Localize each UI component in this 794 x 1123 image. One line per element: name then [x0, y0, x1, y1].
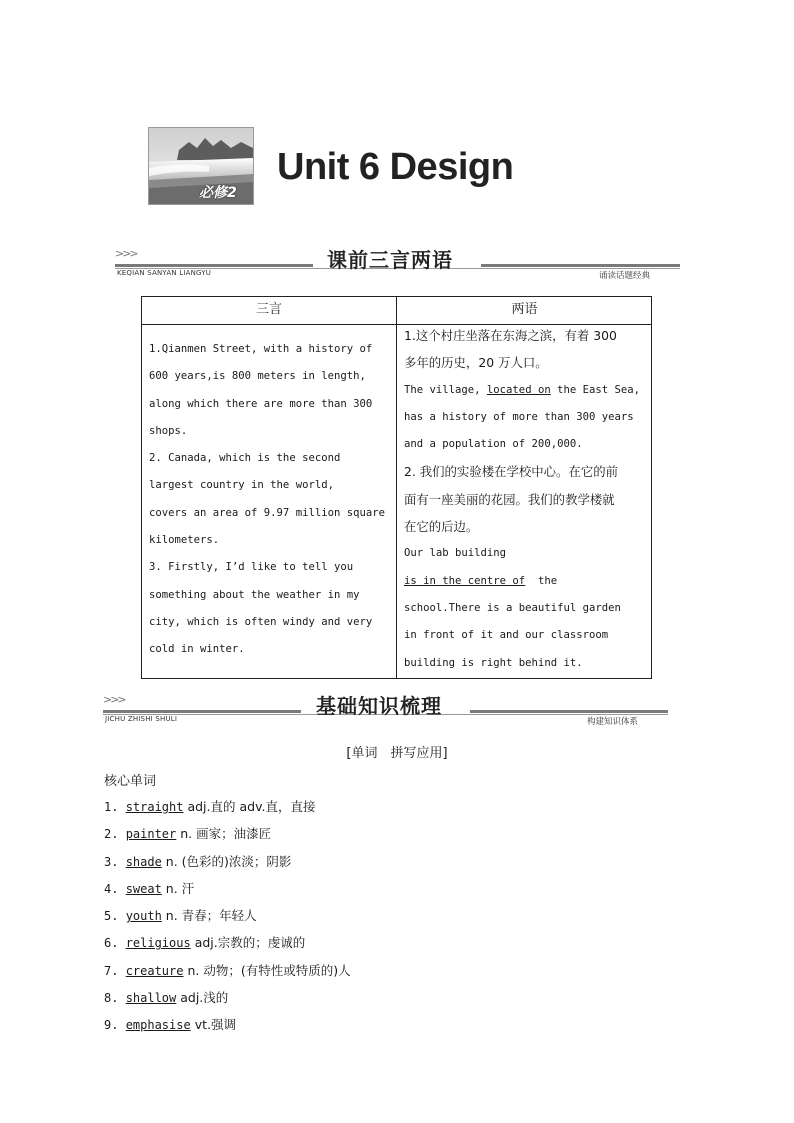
- core-words-label: 核心单词: [104, 774, 157, 789]
- text-fragment: The village,: [404, 383, 487, 396]
- list-item: [104, 824, 351, 851]
- text-line: 2. Canada, which is the second: [149, 452, 341, 465]
- vocab-definition: adj.宗教的；虔诚的: [190, 935, 306, 951]
- list-item: [104, 906, 351, 933]
- list-item: [104, 988, 351, 1015]
- banner-pinyin: JICHU ZHISHI SHULI: [105, 715, 178, 723]
- text-line: and a population of 200,000.: [404, 438, 583, 451]
- chevrons-icon: >>>: [115, 247, 137, 260]
- text-line: kilometers.: [149, 534, 220, 547]
- text-line: 2. 我们的实验楼在学校中心。在它的前: [404, 464, 619, 480]
- badge-text: 必修2: [199, 185, 237, 201]
- table-cell-right: [404, 322, 640, 677]
- banner-pinyin: KEQIAN SANYAN LIANGYU: [117, 269, 212, 277]
- text-line: [404, 377, 640, 404]
- text-fragment: the: [525, 574, 558, 587]
- section-banner-preview: [115, 247, 680, 281]
- section-heading: 基础知识梳理: [316, 694, 442, 718]
- vocab-subheading: [单词 拼写应用]: [346, 746, 448, 761]
- vocab-word: sweat: [125, 881, 162, 896]
- vocab-word: youth: [125, 909, 162, 924]
- table-header: 三言: [255, 302, 282, 317]
- section-banner-basics: [103, 693, 668, 727]
- text-line: covers an area of 9.97 million square: [149, 506, 385, 519]
- vocab-word: emphasise: [125, 1018, 191, 1033]
- vocab-word: creature: [125, 963, 184, 978]
- text-line: school.There is a beautiful garden: [404, 601, 621, 614]
- table-cell-left: [149, 336, 385, 664]
- vocab-word: religious: [125, 936, 191, 951]
- item-number: 5.: [104, 909, 126, 924]
- list-item: [104, 879, 351, 906]
- list-item: [104, 961, 351, 988]
- text-line: has a history of more than 300 years: [404, 410, 634, 423]
- list-item: [104, 797, 351, 824]
- text-line: 600 years,is 800 meters in length,: [149, 370, 366, 383]
- item-number: 8.: [104, 991, 126, 1006]
- banner-rule: [481, 264, 680, 267]
- text-line: Our lab building: [404, 547, 507, 560]
- vocab-word: straight: [125, 800, 184, 814]
- vocab-word: shallow: [125, 991, 177, 1006]
- section-heading: 课前三言两语: [327, 248, 453, 272]
- vocab-definition: vt.强调: [190, 1017, 236, 1033]
- text-line: 3. Firstly, I’d like to tell you: [149, 561, 354, 574]
- banner-rule: [470, 710, 668, 713]
- vocab-definition: adj.直的 adv.直，直接: [183, 799, 316, 814]
- text-line: [404, 568, 640, 595]
- vocab-list: [104, 797, 351, 1043]
- text-line: city, which is often windy and very: [149, 615, 373, 628]
- vocab-definition: n. 画家；油漆匠: [176, 826, 272, 842]
- vocab-word: shade: [125, 854, 162, 869]
- item-number: 1.: [104, 800, 126, 814]
- unit-title: Unit 6 Design: [277, 146, 514, 188]
- banner-rule: [115, 264, 313, 267]
- list-item: [104, 852, 351, 879]
- text-line: in front of it and our classroom: [404, 629, 609, 642]
- text-fragment: the East Sea,: [550, 383, 640, 396]
- text-line: 1.Qianmen Street, with a history of: [149, 343, 373, 355]
- item-number: 7.: [104, 963, 126, 978]
- text-line: largest country in the world,: [149, 479, 334, 492]
- vocab-word: painter: [125, 827, 177, 842]
- text-line: 在它的后边。: [404, 519, 479, 535]
- item-number: 6.: [104, 936, 126, 951]
- text-line: cold in winter.: [149, 643, 245, 656]
- text-line: building is right behind it.: [404, 656, 583, 669]
- vocab-definition: n. 青春；年轻人: [161, 908, 257, 924]
- table-divider: [396, 297, 397, 678]
- text-line: shops.: [149, 424, 188, 437]
- text-line: something about the weather in my: [149, 588, 360, 601]
- item-number: 3.: [104, 854, 126, 869]
- banner-tag: 诵读话题经典: [599, 271, 651, 281]
- phrase-table: [141, 296, 652, 679]
- vocab-definition: n. 汗: [161, 880, 195, 896]
- vocab-definition: n. (色彩的)浓淡；阴影: [161, 853, 292, 869]
- text-line: 多年的历史，20 万人口。: [404, 355, 548, 371]
- banner-rule: [103, 710, 301, 713]
- unit-cover-image: [148, 127, 254, 205]
- text-line: 1.这个村庄坐落在东海之滨，有着 300: [404, 328, 617, 343]
- blank-answer: is in the centre of: [404, 574, 526, 587]
- vocab-definition: n. 动物；(有特性或特质的)人: [183, 962, 351, 978]
- list-item: [104, 933, 351, 960]
- text-line: 面有一座美丽的花园。我们的教学楼就: [404, 491, 615, 507]
- item-number: 2.: [104, 827, 126, 842]
- vocab-definition: adj.浅的: [176, 990, 229, 1006]
- chevrons-icon: >>>: [103, 693, 125, 706]
- list-item: [104, 1015, 351, 1042]
- item-number: 4.: [104, 881, 126, 896]
- table-header: 两语: [511, 302, 538, 317]
- item-number: 9.: [104, 1018, 126, 1033]
- text-line: along which there are more than 300: [149, 397, 373, 410]
- blank-answer: located on: [486, 383, 551, 396]
- banner-tag: 构建知识体系: [587, 717, 639, 727]
